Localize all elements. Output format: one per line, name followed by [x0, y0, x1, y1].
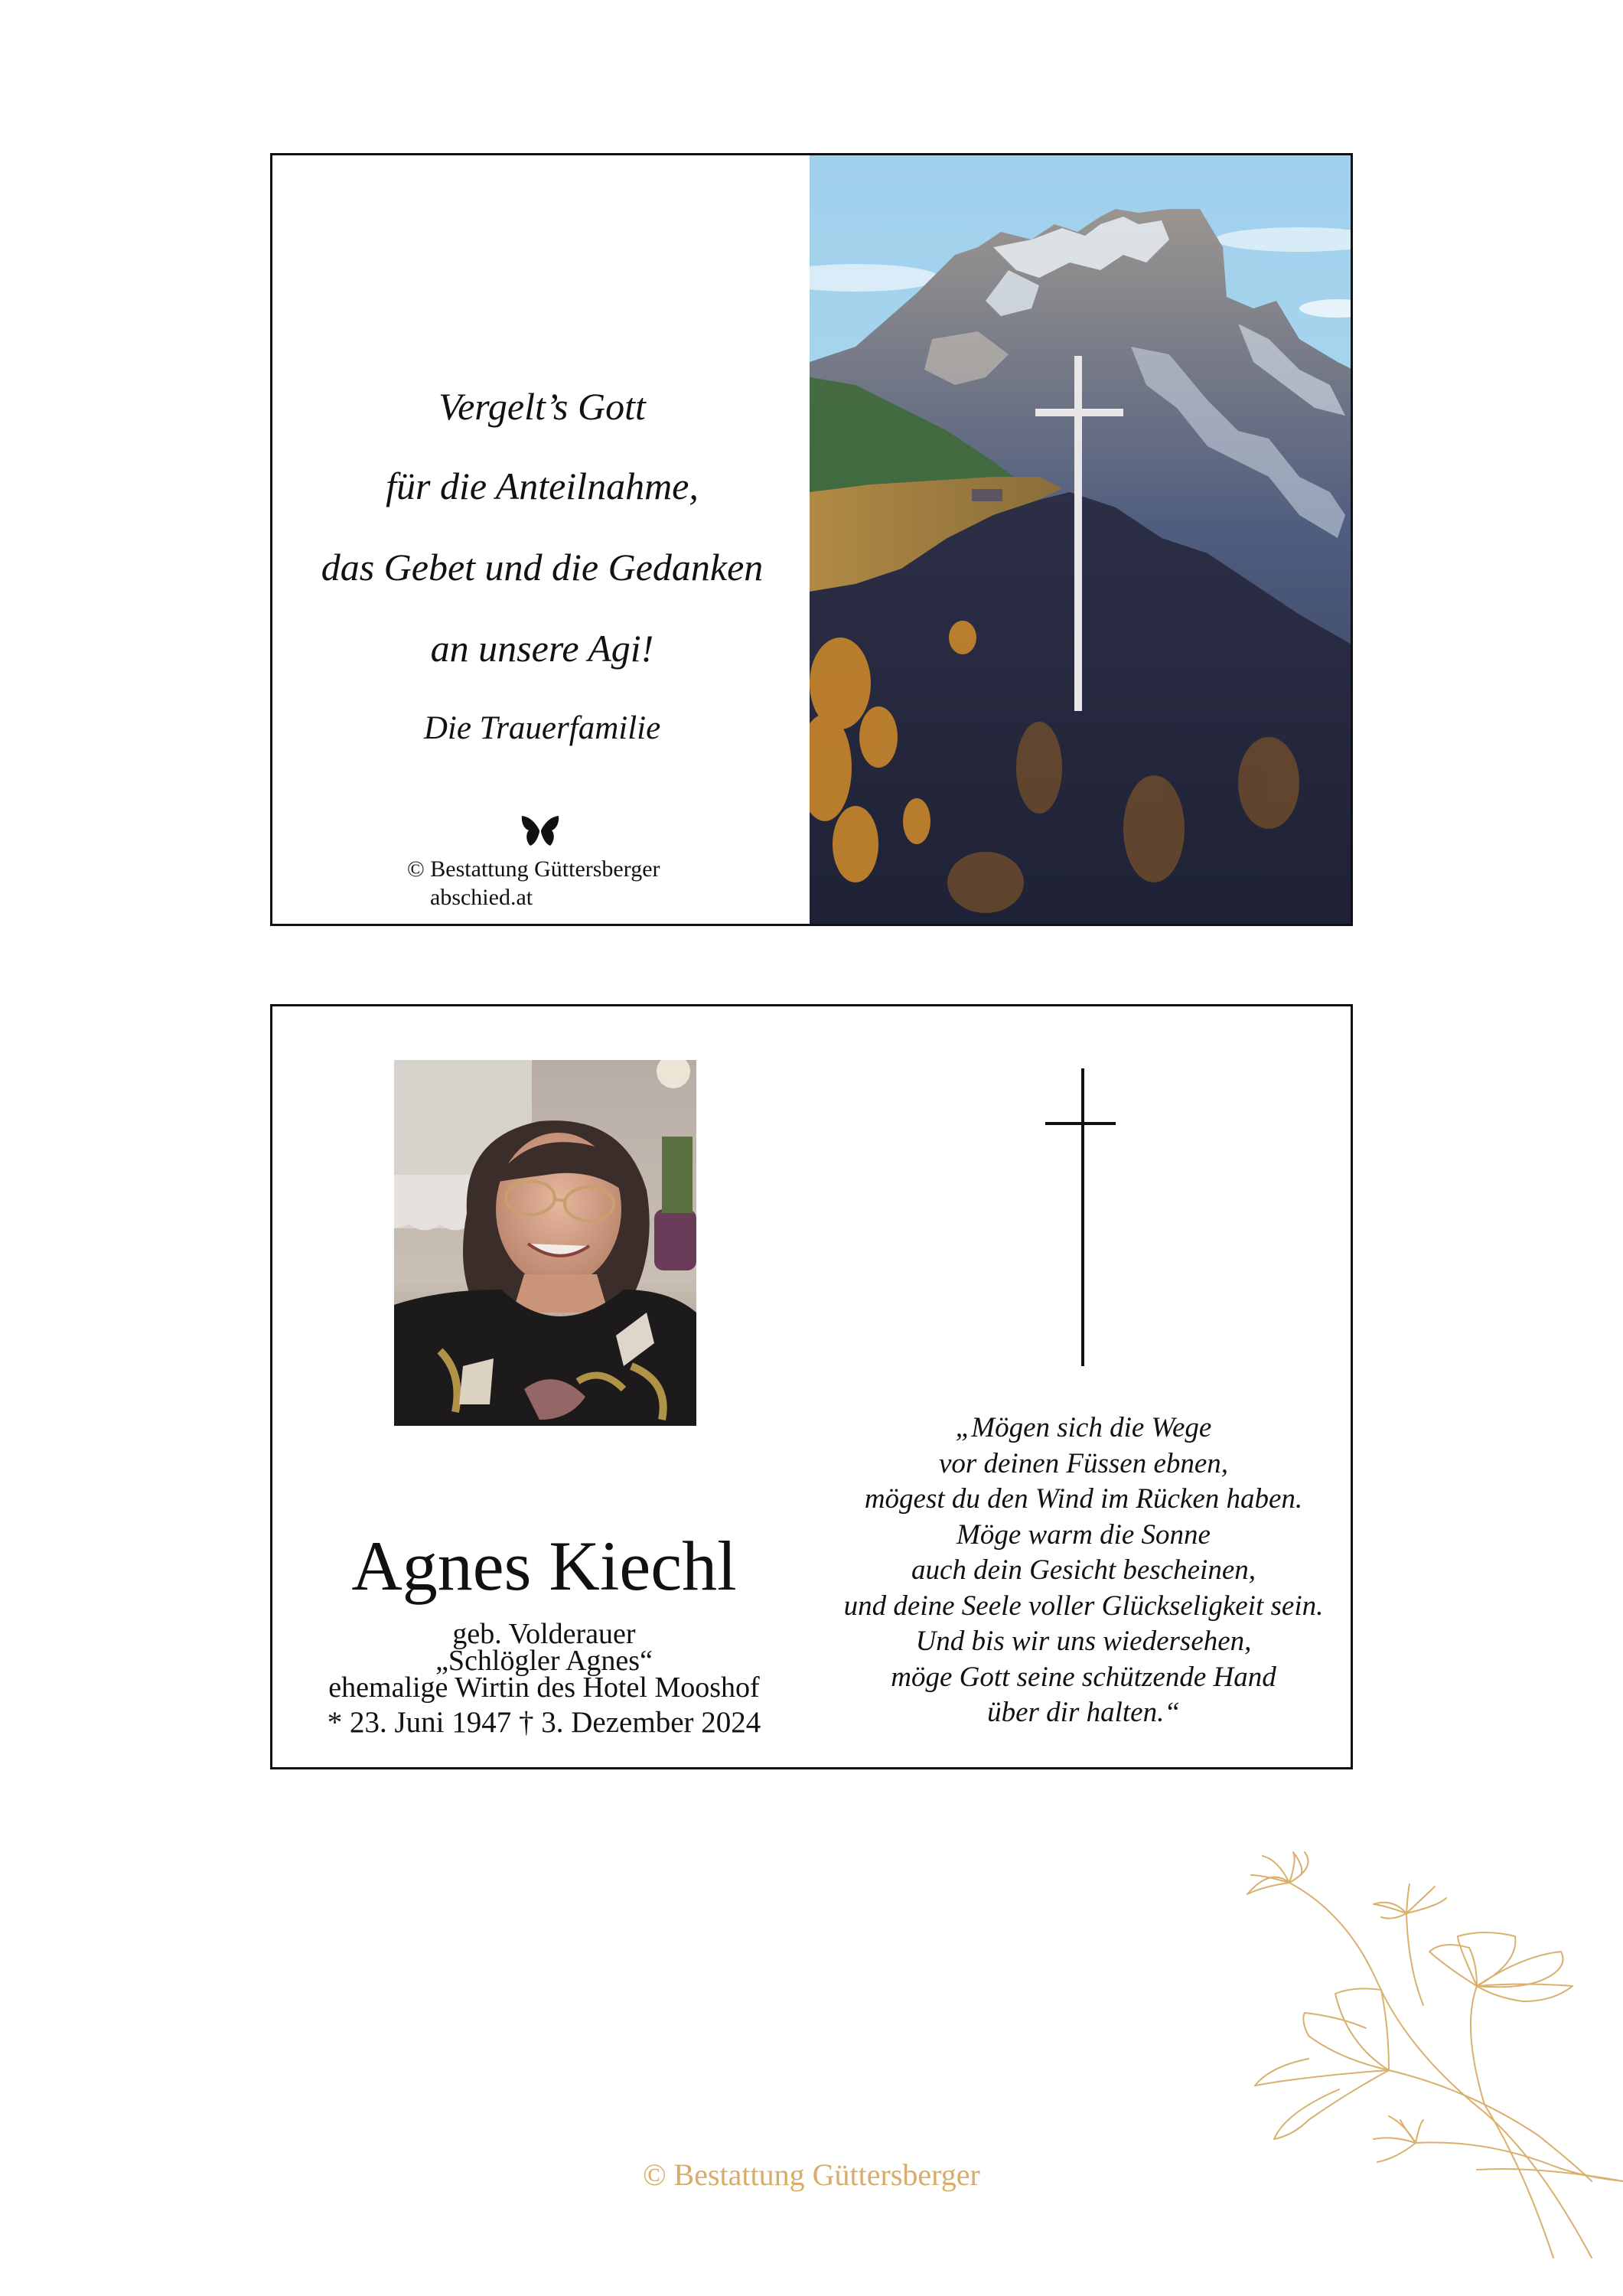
nickname: „Schlögler Agnes“: [435, 1645, 653, 1677]
portrait-photo: [394, 1060, 696, 1426]
footer-copyright: © Bestattung Güttersberger: [643, 2157, 980, 2192]
thanks-line-4: an unsere Agi!: [430, 627, 654, 670]
quote-line: auch dein Gesicht bescheinen,: [911, 1554, 1256, 1586]
quote-line: vor deinen Füssen ebnen,: [938, 1447, 1229, 1479]
butterfly-icon: [521, 815, 559, 847]
quote-line: über dir halten.“: [987, 1697, 1180, 1728]
thank-you-card: [270, 153, 1353, 926]
quote-line: möge Gott seine schützende Hand: [891, 1661, 1276, 1693]
maiden-name: geb. Volderauer: [452, 1618, 636, 1650]
memorial-card: [270, 1004, 1353, 1769]
website-link[interactable]: abschied.at: [430, 885, 533, 910]
signature: Die Trauerfamilie: [423, 710, 661, 746]
floral-branch-icon: [1232, 1799, 1623, 2296]
occupation: ehemalige Wirtin des Hotel Mooshof: [328, 1671, 760, 1704]
quote-line: „Mögen sich die Wege: [955, 1412, 1212, 1443]
memorial-quote: [812, 1411, 1353, 1731]
quote-line: Und bis wir uns wiedersehen,: [915, 1626, 1252, 1657]
thank-you-text-column: [272, 155, 812, 924]
deceased-name: Agnes Kiechl: [351, 1527, 737, 1605]
mountain-photo: [810, 155, 1353, 924]
quote-line: und deine Seele voller Glückseligkeit sein.: [843, 1590, 1324, 1622]
thanks-line-3: das Gebet und die Gedanken: [321, 546, 764, 589]
life-dates: * 23. Juni 1947 † 3. Dezember 2024: [327, 1706, 761, 1739]
quote-line: mögest du den Wind im Rücken haben.: [864, 1483, 1303, 1515]
thanks-line-1: Vergelt’s Gott: [438, 385, 646, 428]
quote-line: Möge warm die Sonne: [957, 1518, 1211, 1551]
funeral-home-credit: © Bestattung Güttersberger: [407, 856, 660, 882]
thanks-line-2: für die Anteilnahme,: [386, 465, 699, 507]
